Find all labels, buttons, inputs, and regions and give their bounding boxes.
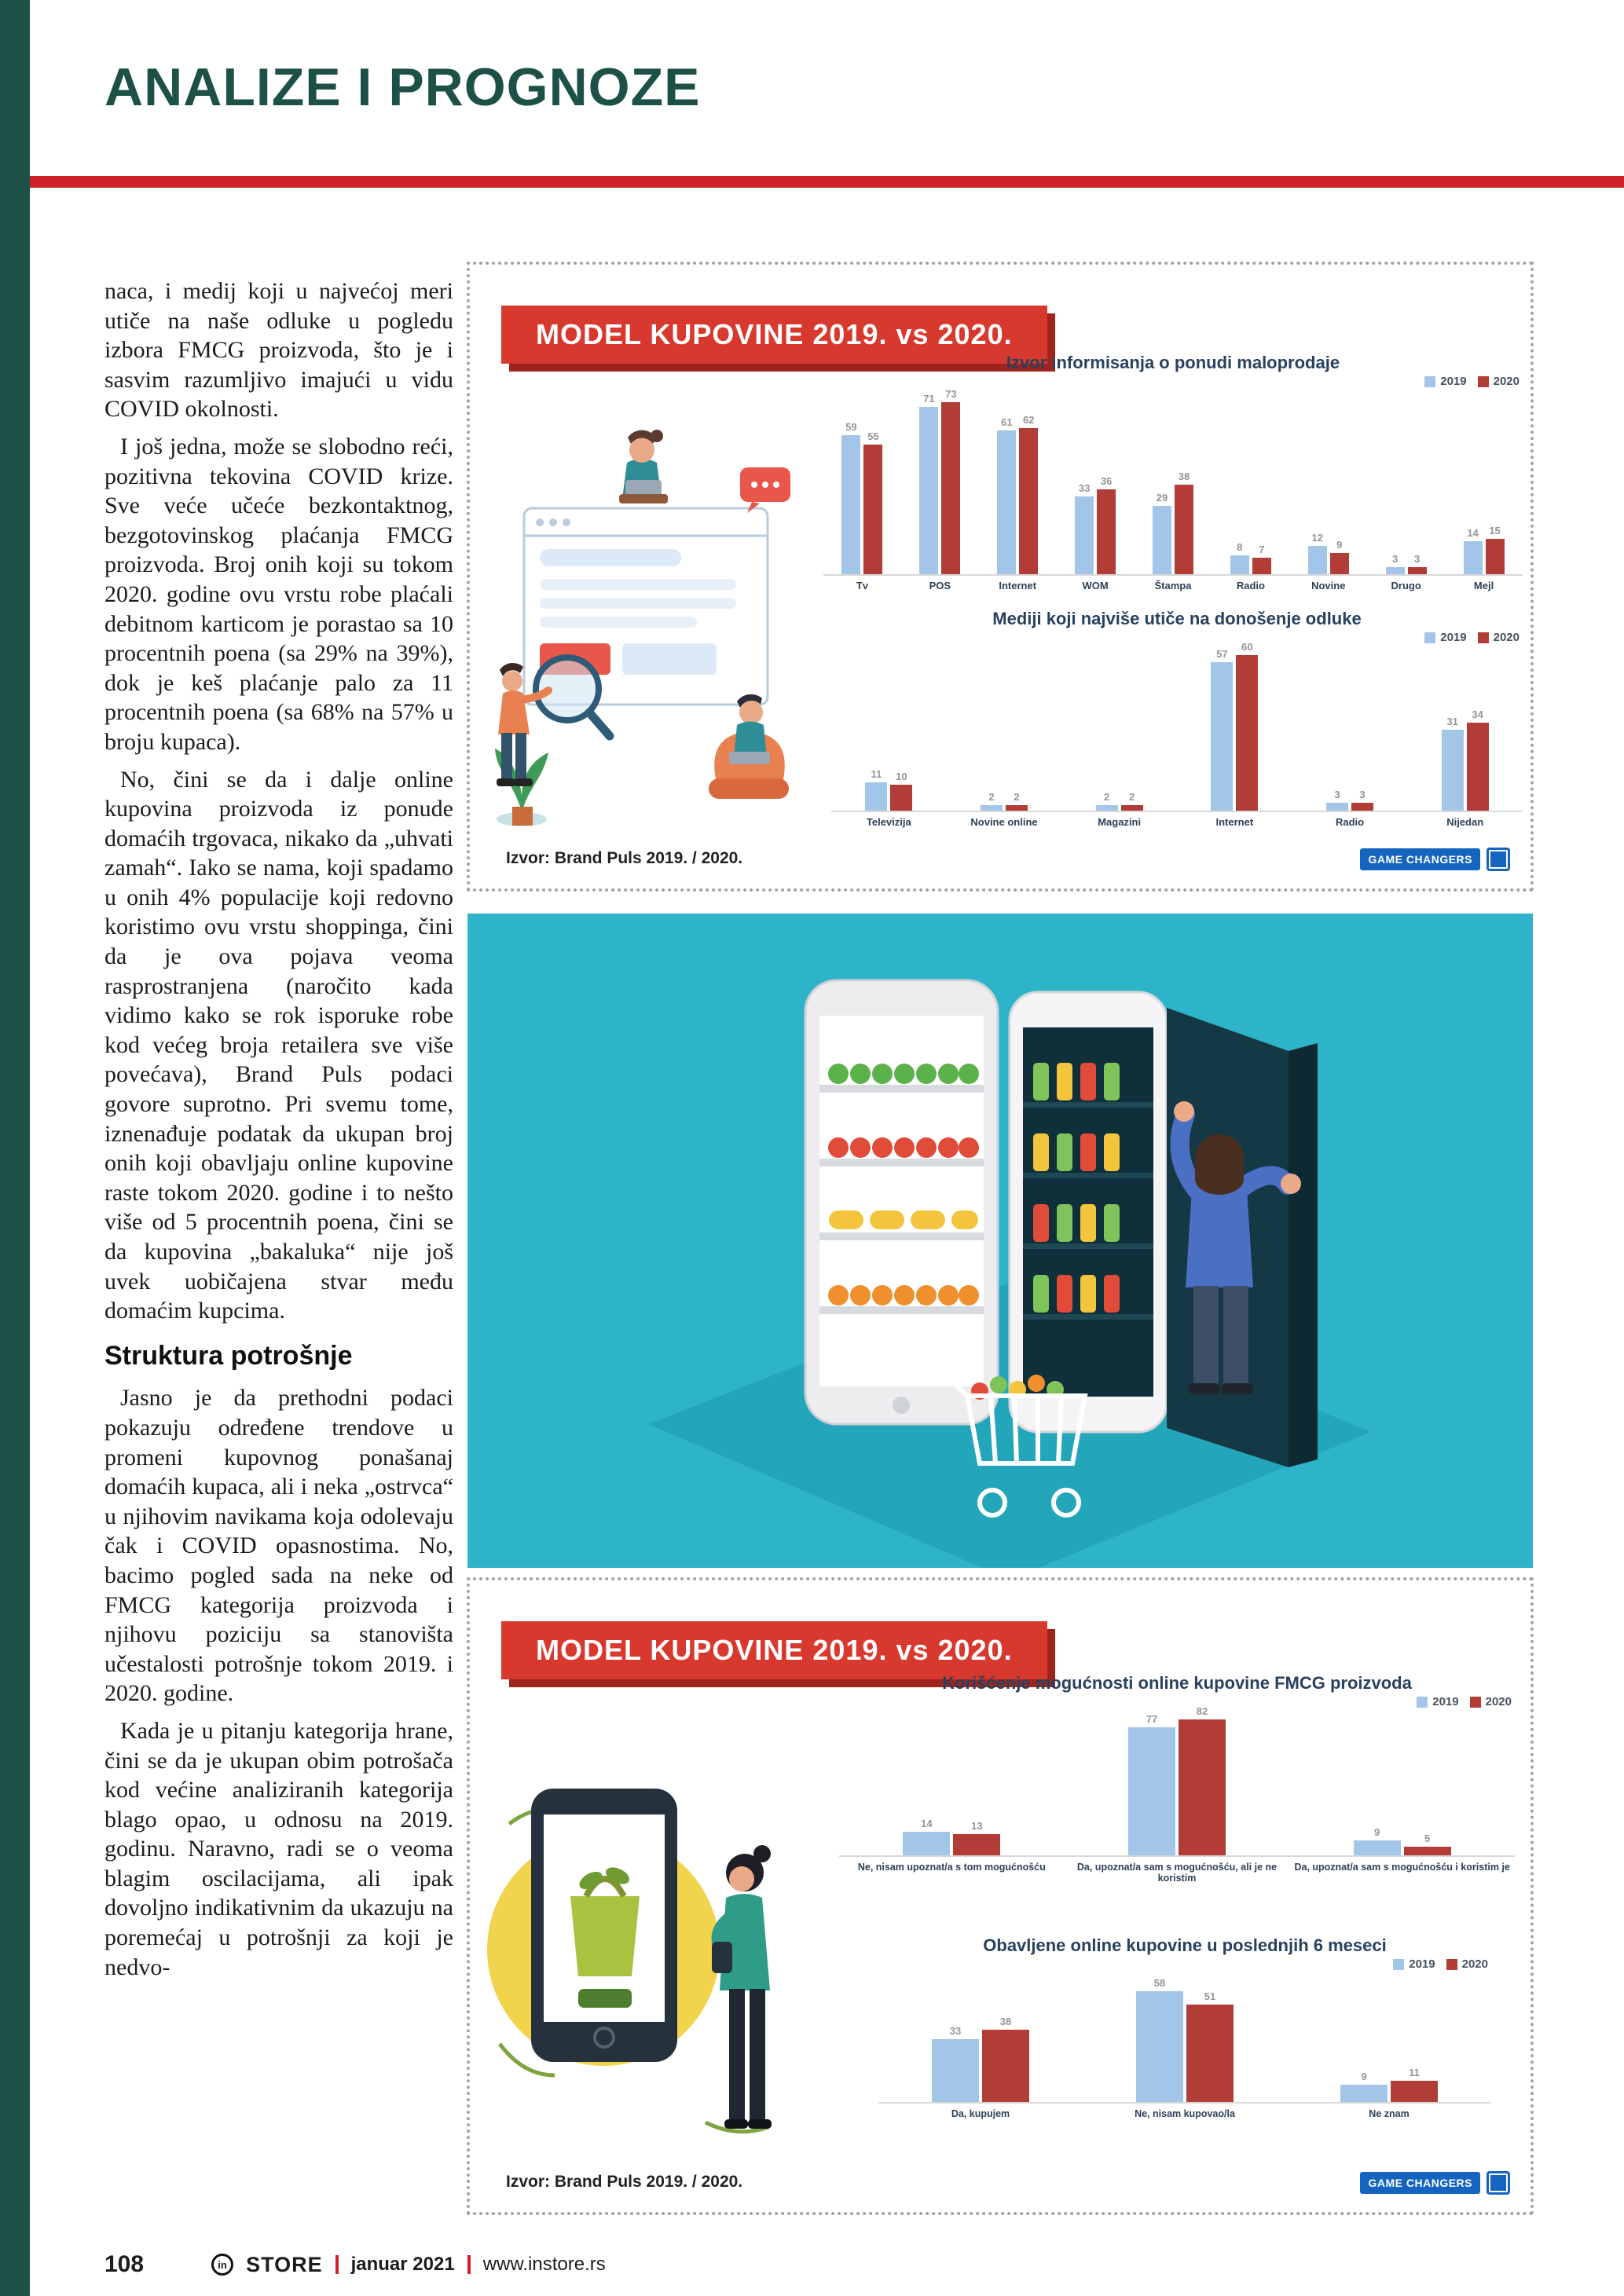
bar-pair xyxy=(1464,525,1505,574)
bar-2020 xyxy=(1408,553,1427,574)
legend-swatch xyxy=(1393,1959,1404,1970)
bar-2020 xyxy=(1467,709,1489,811)
bar xyxy=(997,430,1016,574)
article-paragraphs-before xyxy=(104,276,453,1326)
legend-item xyxy=(1478,631,1520,644)
bar xyxy=(1330,553,1349,574)
bar-group xyxy=(1292,643,1408,828)
bar-2020 xyxy=(1486,525,1505,574)
bar-2020 xyxy=(941,388,960,574)
open-door-edge xyxy=(1289,1043,1318,1467)
category-label: Novine xyxy=(1311,580,1346,591)
bar-group xyxy=(823,387,901,591)
bar-group xyxy=(1289,1708,1515,1873)
bar-value: 2 xyxy=(1014,791,1020,803)
person-in-armchair xyxy=(709,694,789,799)
chart-source: Izvor: Brand Puls 2019. / 2020. xyxy=(506,2173,743,2191)
chart-title: Korišćenje mogućnosti online kupovine FMCG proizvoda xyxy=(942,1673,1412,1693)
bar-value: 3 xyxy=(1334,789,1340,800)
bar-pair xyxy=(1153,471,1193,574)
bar xyxy=(1308,546,1327,574)
shop-button xyxy=(578,1989,632,2008)
bar xyxy=(1211,662,1233,811)
bar xyxy=(865,782,887,811)
bar-2020 xyxy=(1175,471,1193,574)
bar-value: 31 xyxy=(1446,716,1458,727)
category-label: Drugo xyxy=(1391,580,1421,591)
bar-2020 xyxy=(1006,791,1028,811)
bar-value: 3 xyxy=(1392,553,1399,565)
bar-2019 xyxy=(919,393,938,574)
bar-value: 58 xyxy=(1153,1977,1166,1989)
footer-separator xyxy=(335,2255,339,2274)
bar-value: 2 xyxy=(1129,791,1135,803)
legend-swatch xyxy=(1424,376,1435,387)
bar-value: 11 xyxy=(871,768,882,780)
bar xyxy=(1179,1719,1226,1855)
bar-value: 33 xyxy=(949,2025,962,2037)
bar-2019 xyxy=(1128,1713,1175,1855)
bar xyxy=(1252,558,1271,574)
category-label: Televizija xyxy=(866,816,911,828)
legend-item xyxy=(1424,375,1466,388)
legend-label: 2020 xyxy=(1461,1957,1488,1971)
bar-2020 xyxy=(1019,414,1038,574)
bar xyxy=(1121,805,1143,811)
bar xyxy=(1128,1727,1175,1855)
bar-value: 15 xyxy=(1489,525,1501,536)
header-rule xyxy=(30,176,1624,188)
bar xyxy=(1326,803,1348,811)
category-label: Radio xyxy=(1335,816,1365,828)
bar-pair xyxy=(1308,532,1349,574)
bar xyxy=(841,435,860,574)
online-grocery-illustration xyxy=(486,1714,816,2185)
legend-swatch xyxy=(1417,1697,1428,1708)
bar-value: 51 xyxy=(1204,1990,1216,2002)
bar xyxy=(1467,723,1489,811)
bar-pair xyxy=(841,421,882,574)
bar-group xyxy=(1083,1970,1287,2119)
footer-brand: STORE xyxy=(246,2252,323,2276)
bar-pair xyxy=(1096,791,1143,811)
bar xyxy=(1153,506,1171,574)
legend-item xyxy=(1393,1957,1435,1971)
legend-label: 2019 xyxy=(1440,631,1467,644)
bar-group xyxy=(979,387,1057,591)
bar-2020 xyxy=(1391,2067,1438,2102)
article-subheading: Struktura potrošnje xyxy=(104,1340,353,1371)
publisher-badge xyxy=(1360,848,1510,871)
bar-2019 xyxy=(1340,2071,1388,2102)
left-accent-strip xyxy=(0,0,30,2296)
bar-pair xyxy=(1136,1977,1234,2102)
fridge-phone xyxy=(805,980,998,1424)
legend-item xyxy=(1470,1695,1512,1708)
chat-bubble-icon xyxy=(740,467,790,513)
shopping-phone xyxy=(531,1789,677,2062)
bar-group xyxy=(1135,387,1212,591)
article-paragraph: Jasno je da prethodni podaci pokazuju određene trendove u promeni kupovnog ponašanaj domaćih kupaca, ali i neka „ostrvca“ u njihovim navikama koja odolevaju čak i COVID opasnostima. No, bacimo pogled sada na neke od FMCG kategorija proizvoda i njihovu poziciju sa stanovišta učestalosti potrošnje tokom 2019. i 2020. godine. xyxy=(104,1385,453,1707)
legend-item xyxy=(1417,1695,1458,1708)
bar-value: 33 xyxy=(1078,482,1091,494)
bar-2019 xyxy=(997,416,1016,574)
bar-pair xyxy=(1340,2067,1438,2102)
bar-2020 xyxy=(1179,1705,1226,1855)
legend-item xyxy=(1446,1957,1488,1971)
chart-mediji-uticaj xyxy=(831,609,1523,828)
bar-group xyxy=(1065,1705,1290,1884)
bar-value: 5 xyxy=(1424,1833,1431,1844)
bar-pair xyxy=(1075,475,1116,574)
bar-2019 xyxy=(1136,1977,1183,2102)
legend-swatch xyxy=(1446,1959,1457,1970)
bar-value: 71 xyxy=(923,393,935,405)
bar-value: 38 xyxy=(1178,471,1190,482)
chart-title: Izvor informisanja o ponudi maloprodaje xyxy=(1006,353,1340,372)
bar xyxy=(1486,539,1505,574)
fridge-phone-illustration xyxy=(467,914,1534,1568)
fridge-door-phone xyxy=(1010,992,1167,1432)
bar xyxy=(1075,496,1094,574)
bar-pair xyxy=(1442,709,1489,811)
chart-plot xyxy=(878,1970,1491,2119)
bar-2020 xyxy=(953,1820,1000,1855)
bar-pair xyxy=(932,2016,1029,2102)
category-label: Ne znam xyxy=(1369,2108,1410,2119)
bar xyxy=(1096,805,1118,811)
bar xyxy=(953,1834,1000,1855)
legend-label: 2019 xyxy=(1409,1957,1435,1971)
badge-label: GAME CHANGERS xyxy=(1360,848,1480,870)
infographic-banner: MODEL KUPOVINE 2019. vs 2020. xyxy=(501,306,1047,364)
bar-2020 xyxy=(1252,544,1271,574)
article-paragraph: Kada je u pitanju kategorija hrane, čini se da je ukupan obim potrošača kod većine analiziranih kategorija blago opao, u odnosu na 2019. godinu. Naravno, radi se o veoma blagim oscilacijama, ali ipak dovoljno indikativnim da ukazuju na poremećaj u potrošnji za koji je nedvo- xyxy=(104,1717,453,1980)
bar-2020 xyxy=(1351,789,1373,811)
legend-swatch xyxy=(1424,632,1435,643)
bar-group xyxy=(1367,387,1445,591)
chart-plot xyxy=(831,641,1523,828)
chart-title: Obavljene online kupovine u poslednjih 6 meseci xyxy=(983,1935,1387,1955)
bar xyxy=(1236,655,1258,811)
bar xyxy=(1408,567,1427,574)
bar xyxy=(1006,805,1028,811)
bar-group xyxy=(947,643,1062,828)
bar-2019 xyxy=(932,2025,979,2102)
woman-with-phone xyxy=(712,1845,772,2129)
bar-2019 xyxy=(1308,532,1327,574)
category-label: Da, upoznat/a sam s mogućnošću i koristim je xyxy=(1294,1862,1510,1873)
chart-legend xyxy=(1417,1695,1512,1708)
chart-legend xyxy=(1424,631,1520,644)
category-label: Radio xyxy=(1236,580,1265,591)
legend-label: 2020 xyxy=(1493,375,1520,388)
chart-title: Mediji koji najviše utiče na donošenje odluke xyxy=(992,609,1362,628)
category-label: WOM xyxy=(1082,580,1109,591)
category-label: Internet xyxy=(999,580,1037,591)
bar-value: 55 xyxy=(867,430,879,442)
bar xyxy=(1442,730,1464,811)
bar-value: 62 xyxy=(1022,414,1035,426)
person-on-window xyxy=(619,430,668,504)
bar-2019 xyxy=(1354,1826,1401,1855)
bar-2019 xyxy=(1442,716,1464,811)
bar-value: 14 xyxy=(921,1818,933,1829)
bar-group xyxy=(839,1708,1065,1873)
bar-group xyxy=(1289,387,1367,591)
bar-2019 xyxy=(1153,492,1171,574)
bar-pair xyxy=(981,791,1028,811)
category-label: Ne, nisam kupovao/la xyxy=(1135,2108,1235,2119)
bar-2019 xyxy=(1386,553,1405,574)
bar-value: 11 xyxy=(1409,2067,1420,2078)
category-label: Internet xyxy=(1215,816,1254,828)
bar-value: 57 xyxy=(1216,648,1228,660)
article-paragraph: naca, i medij koji u najvećoj meri utiče na naše odluke u pogledu izbora FMCG proizvoda, što je i sasvim razumljivo imajući u vidu COVID okolnosti. xyxy=(104,278,453,423)
bar-2019 xyxy=(1211,648,1233,811)
chart-legend xyxy=(1424,375,1520,388)
bar-value: 61 xyxy=(1000,416,1013,428)
bar-2019 xyxy=(1096,791,1118,811)
bar-2019 xyxy=(1075,482,1094,574)
legend-label: 2019 xyxy=(1440,375,1467,388)
bar-2020 xyxy=(1404,1833,1451,1855)
bar xyxy=(1351,803,1373,811)
badge-label: GAME CHANGERS xyxy=(1360,2172,1480,2194)
bar xyxy=(919,407,938,574)
bar xyxy=(1136,1991,1183,2102)
bar-group xyxy=(1177,641,1292,828)
bar xyxy=(941,402,960,574)
bar-2019 xyxy=(981,791,1003,811)
bar xyxy=(981,805,1003,811)
chart-legend xyxy=(1393,1957,1488,1971)
handheld-phone xyxy=(712,1942,732,1973)
bar-2020 xyxy=(863,430,882,574)
bar-value: 7 xyxy=(1259,544,1265,555)
category-label: Nijedan xyxy=(1446,816,1484,828)
legend-swatch xyxy=(1470,1697,1481,1708)
article-column xyxy=(104,276,453,2225)
bar-value: 34 xyxy=(1472,709,1483,720)
chart-izvor-informisanja xyxy=(823,353,1523,591)
bar-2019 xyxy=(1230,541,1249,574)
legend-item xyxy=(1424,631,1466,644)
bar-group xyxy=(1287,1970,1491,2119)
bar-value: 3 xyxy=(1359,789,1366,800)
publisher-logo-icon xyxy=(1487,848,1510,871)
instore-logo: in xyxy=(211,2254,233,2276)
bar-2019 xyxy=(865,768,887,811)
bar xyxy=(1097,489,1116,574)
bar-value: 9 xyxy=(1374,1826,1380,1838)
bar xyxy=(1340,2085,1388,2102)
bar-pair xyxy=(997,414,1038,574)
legend-swatch xyxy=(1478,632,1489,643)
bar xyxy=(1386,567,1405,574)
bar xyxy=(903,1832,950,1855)
bar-value: 12 xyxy=(1311,532,1324,544)
bar-2019 xyxy=(903,1818,950,1855)
bar-value: 3 xyxy=(1414,553,1421,565)
article-paragraphs-after xyxy=(104,1383,453,1982)
bar-value: 73 xyxy=(945,388,957,400)
bar-pair xyxy=(1354,1826,1451,1855)
home-button xyxy=(893,1397,910,1414)
bar xyxy=(1019,428,1038,574)
bar-2020 xyxy=(982,2016,1029,2102)
category-label: Mejl xyxy=(1473,580,1494,591)
bar xyxy=(1186,2005,1234,2102)
bar-2019 xyxy=(1326,789,1348,811)
bar-value: 29 xyxy=(1156,492,1168,504)
article-paragraph: I još jedna, može se slobodno reći, pozitivna tekovina COVID krize. Sve veće učeće bezkontaktnog, bezgotovinskog plaćanja FMCG proizvoda. Broj onih koji su tokom 2020. godine ovu vrstu robe plaćali debitnom karticom je porastao sa 10 procentnih poena (sa 29% na 39%), dok je keš plaćanje palo za 11 procentnih poena (sa 68% na 57% u broju kupaca). xyxy=(104,433,453,755)
footer-separator xyxy=(467,2255,471,2274)
bar-2020 xyxy=(890,771,912,811)
bar xyxy=(1391,2081,1438,2102)
chart-plot xyxy=(839,1705,1515,1884)
bar-group xyxy=(1057,387,1135,591)
bar xyxy=(1404,1847,1451,1855)
bar-value: 82 xyxy=(1196,1705,1208,1717)
bar-2020 xyxy=(1097,475,1116,574)
bar-group xyxy=(878,1970,1083,2119)
category-label: POS xyxy=(929,580,951,591)
category-label: Štampa xyxy=(1154,580,1192,591)
bar-value: 9 xyxy=(1361,2071,1367,2082)
bar-value: 2 xyxy=(988,791,995,803)
bar-2020 xyxy=(1186,1990,1234,2102)
fridge-phone-illustration-panel xyxy=(467,914,1534,1568)
bar-value: 77 xyxy=(1146,1713,1158,1725)
article-paragraph: No, čini se da i dalje online kupovina proizvoda iz ponude domaćih trgovaca, nikako da „uhvati zamah“. Iako se nama, koji spadamo u onih 4% populacije koji redovno koristimo ovu vrstu shoppinga, čini da je ova pojava veoma rasprostranjena (naročito kada vidimo kako se rok isporuke robe kod većeg broja retailera sve više povećava), Brand Puls podaci govore suprotno. Pri svemu tome, iznenađuje podatak da ukupan broj onih koji obavljaju online kupovine raste tokom 2020. godine i to nešto više od 5 procentnih poena, čini se da kupovina „bakaluka“ nije još uvek uobičajena stvar među domaćim kupcima. xyxy=(104,766,453,1324)
infographic-banner: MODEL KUPOVINE 2019. vs 2020. xyxy=(501,1621,1047,1679)
bar xyxy=(1230,555,1249,574)
publisher-badge xyxy=(1360,2171,1510,2195)
bar xyxy=(863,445,882,574)
bar-2020 xyxy=(1236,641,1258,811)
infographic-model-kupovine-bottom xyxy=(467,1577,1534,2215)
bar-group xyxy=(831,643,947,828)
footer-website[interactable]: www.instore.rs xyxy=(482,2254,606,2275)
online-research-illustration xyxy=(481,375,819,846)
bar-group xyxy=(901,387,979,591)
page-footer xyxy=(104,2251,606,2278)
category-label: Da, upoznat/a sam s mogućnošću, ali je ne koristim xyxy=(1076,1862,1278,1884)
bar-group xyxy=(1445,387,1523,591)
bar-value: 38 xyxy=(999,2016,1012,2027)
legend-label: 2020 xyxy=(1493,631,1520,644)
legend-label: 2019 xyxy=(1432,1695,1459,1708)
publisher-logo-icon xyxy=(1487,2171,1510,2195)
bar-pair xyxy=(1386,553,1427,574)
chart-online-mogucnost xyxy=(839,1673,1515,1884)
bar xyxy=(932,2039,979,2102)
bar-pair xyxy=(1230,541,1271,574)
bar xyxy=(1175,485,1193,574)
legend-swatch xyxy=(1478,376,1489,387)
infographic-model-kupovine-top xyxy=(467,262,1534,892)
category-label: Magazini xyxy=(1098,816,1142,828)
bar-2019 xyxy=(1464,527,1483,574)
legend-item xyxy=(1478,375,1520,388)
bar-pair xyxy=(1128,1705,1226,1855)
bar xyxy=(1464,541,1483,574)
bar-value: 60 xyxy=(1241,641,1253,653)
bar-pair xyxy=(1211,641,1258,811)
bar-value: 8 xyxy=(1237,541,1243,553)
chart-source: Izvor: Brand Puls 2019. / 2020. xyxy=(506,849,743,867)
bar-pair xyxy=(1326,789,1373,811)
bar-pair xyxy=(903,1818,1000,1855)
bar-value: 14 xyxy=(1467,527,1479,539)
bar-value: 13 xyxy=(971,1820,983,1832)
bar xyxy=(982,2030,1029,2102)
bar xyxy=(1354,1840,1401,1855)
category-label: Novine online xyxy=(970,816,1038,828)
bar-group xyxy=(1407,643,1523,828)
page-number: 108 xyxy=(104,2251,145,2277)
bar xyxy=(890,785,912,811)
bar-2019 xyxy=(841,421,860,574)
bar-2020 xyxy=(1121,791,1143,811)
grocery-bag-icon xyxy=(570,1896,640,1976)
category-label: Tv xyxy=(856,580,869,591)
bar-2020 xyxy=(1330,539,1349,574)
bar-pair xyxy=(865,768,912,811)
bar-value: 10 xyxy=(896,771,907,782)
bar-value: 59 xyxy=(845,421,857,433)
category-label: Da, kupujem xyxy=(951,2108,1010,2119)
bar-pair xyxy=(919,388,960,574)
bar-value: 36 xyxy=(1100,475,1113,487)
bar-group xyxy=(1212,387,1289,591)
page-title: ANALIZE I PROGNOZE xyxy=(104,57,701,117)
bar-value: 9 xyxy=(1336,539,1343,551)
chart-online-kupovine-6m xyxy=(878,1935,1491,2119)
bar-value: 2 xyxy=(1104,791,1110,803)
bar-group xyxy=(1061,643,1177,828)
footer-issue: januar 2021 xyxy=(350,2254,455,2275)
category-label: Ne, nisam upoznat/a s tom mogućnošću xyxy=(857,1862,1046,1873)
chart-plot xyxy=(823,387,1523,591)
legend-label: 2020 xyxy=(1485,1695,1512,1708)
